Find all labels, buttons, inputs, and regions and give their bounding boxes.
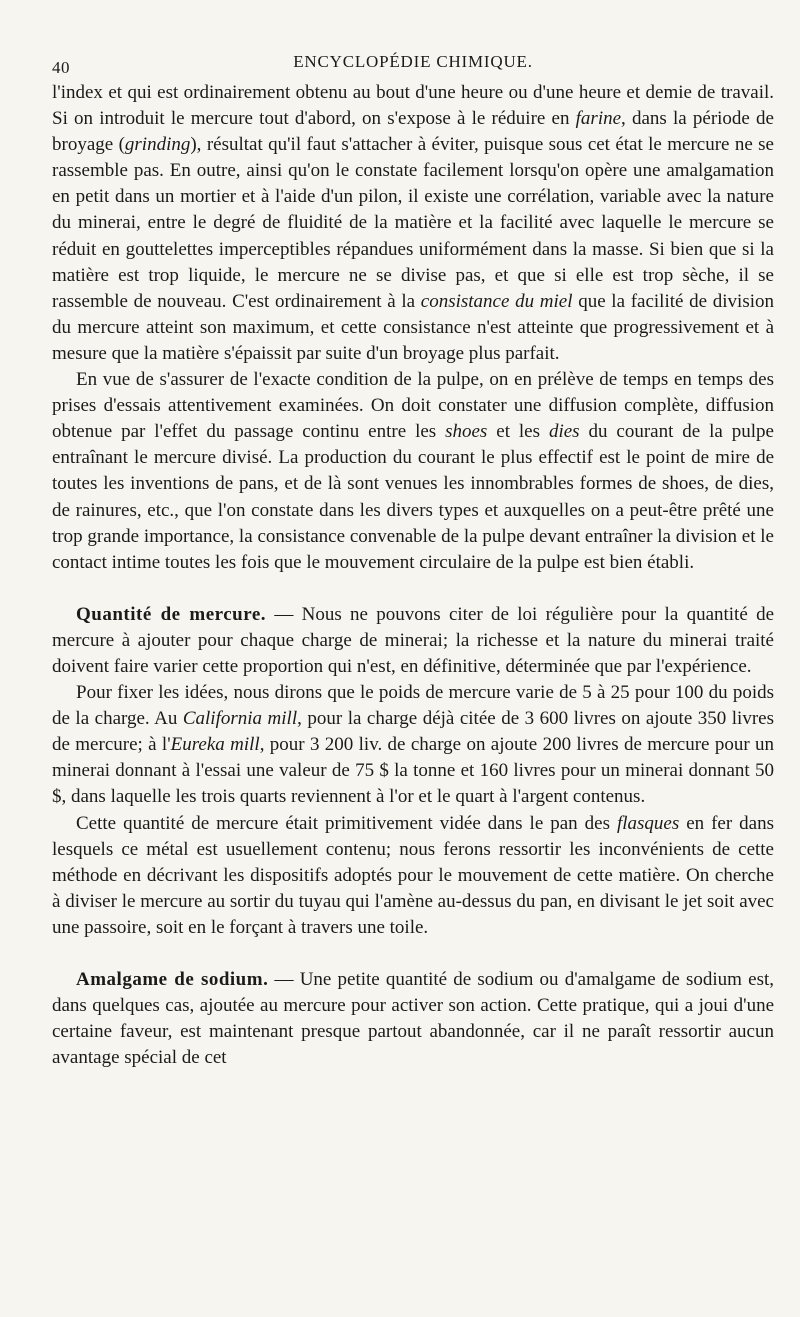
- section-amalgame-de-sodium: [52, 967, 774, 1071]
- page-number: 40: [52, 58, 70, 77]
- running-title: ENCYCLOPÉDIE CHIMIQUE.: [293, 52, 533, 71]
- italic-term-farine: farine: [575, 108, 622, 130]
- text-run: Pour fixer les idées, nous dirons que le poids de mercure varie de 5 à 25 pour 100 du poids de la charge. Au: [52, 682, 774, 730]
- text-run: en fer dans lesquels ce métal est usuellement contenu; nous ferons ressortir les inconvénients de cette méthode en décrivant les dispositifs adoptés pour le mouvement de cette matière. On cherche à diviser le mercure au sortir du tuyau qui l'amène au-dessus du pan, en divisant le jet soit avec une passoire, soit en le forçant à travers une toile.: [52, 812, 774, 938]
- text-run: et les: [487, 421, 549, 443]
- italic-term-california-mill: California mill: [182, 708, 298, 730]
- text-run: l'index et qui est ordinairement obtenu au bout d'une heure ou d'une heure et demie de travail. Si on introduit le mercure tout d'abord, on s'expose à le réduire en: [52, 82, 774, 130]
- text-run: , dans la période de broyage (: [52, 108, 774, 156]
- text-run: du courant de la pulpe entraînant le mercure divisé. La production du courant le plus effectif est le point de mire de toutes les inventions de pans, et de là sont venues les innombrables formes de shoes, de dies, de rainures, etc., que l'on constate dans les divers types et auxquelles on a peut-être prêté une trop grande importance, la consistance convenable de la pulpe devant entraîner la division et le contact intime toutes les fois que le mouvement circulaire de la pulpe est bien établi.: [52, 421, 774, 573]
- section-spacer: [52, 576, 774, 602]
- section-spacer: [52, 941, 774, 967]
- paragraph-pulp-sampling: [52, 367, 774, 576]
- paragraph-mercury-distribution: [52, 811, 774, 941]
- text-run: — Une petite quantité de sodium ou d'amalgame de sodium est, dans quelques cas, ajoutée au mercure pour activer son action. Cette pratique, qui a joui d'une certaine faveur, est maintenant presque partout abandonnée, car il ne paraît ressortir aucun avantage spécial de cet: [52, 969, 774, 1069]
- text-run: — Nous ne pouvons citer de loi régulière pour la quantité de mercure à ajouter pour chaque charge de minerai; la richesse et la nature du minerai traité doivent faire varier cette proportion qui n'est, en définitive, déterminée que par l'expérience.: [52, 603, 775, 677]
- italic-term-eureka-mill: Eureka mill: [170, 734, 260, 756]
- italic-term-dies: dies: [548, 421, 580, 443]
- paragraph-mercury-quantities: [52, 680, 774, 810]
- section-quantite-de-mercure: [52, 602, 774, 680]
- section-heading: Amalgame de sodium.: [76, 969, 269, 990]
- paragraph-pulp-consistency: [52, 80, 774, 367]
- text-run: , pour la charge déjà citée de 3 600 livres on ajoute 350 livres de mercure; à l': [52, 708, 774, 756]
- italic-term-grinding: grinding: [124, 134, 191, 156]
- text-run: ), résultat qu'il faut s'attacher à éviter, puisque sous cet état le mercure ne se rassemble pas. En outre, ainsi qu'on le constate facilement lorsqu'on opère une amalgamation en petit dans un mortier et à l'aide d'un pilon, il existe une corrélation, variable avec la nature du minerai, entre le degré de fluidité de la matière et la facilité avec laquelle le mercure se réduit en gouttelettes imperceptibles répandues uniformément dans la masse. Si bien que si la matière est trop liquide, le mercure ne se divise pas, et que si elle est trop sèche, il se rassemble de nouveau. C'est ordinairement à la: [52, 134, 774, 312]
- running-head: [52, 50, 774, 80]
- body-text: [52, 80, 774, 1071]
- text-run: Cette quantité de mercure était primitivement vidée dans le pan des: [76, 812, 617, 834]
- text-run: que la facilité de division du mercure atteint son maximum, et cette consistance n'est atteinte que progressivement et à mesure que la matière s'épaissit par suite d'un broyage plus parfait.: [52, 290, 774, 364]
- text-run: , pour 3 200 liv. de charge on ajoute 200 livres de mercure pour un minerai donnant à l'essai une valeur de 75 $ la tonne et 160 livres pour un minerai donnant 50 $, dans laquelle les trois quarts reviennent à l'or et le quart à l'argent contenus.: [52, 734, 774, 808]
- italic-term-consistance-du-miel: consistance du miel: [420, 290, 573, 312]
- text-run: En vue de s'assurer de l'exacte condition de la pulpe, on en prélève de temps en temps des prises d'essais attentivement examinées. On doit constater une diffusion complète, diffusion obtenue par l'effet du passage continu entre les: [52, 369, 774, 443]
- section-heading: Quantité de mercure.: [76, 603, 267, 625]
- italic-term-shoes: shoes: [445, 421, 488, 443]
- italic-term-flasques: flasques: [616, 812, 680, 834]
